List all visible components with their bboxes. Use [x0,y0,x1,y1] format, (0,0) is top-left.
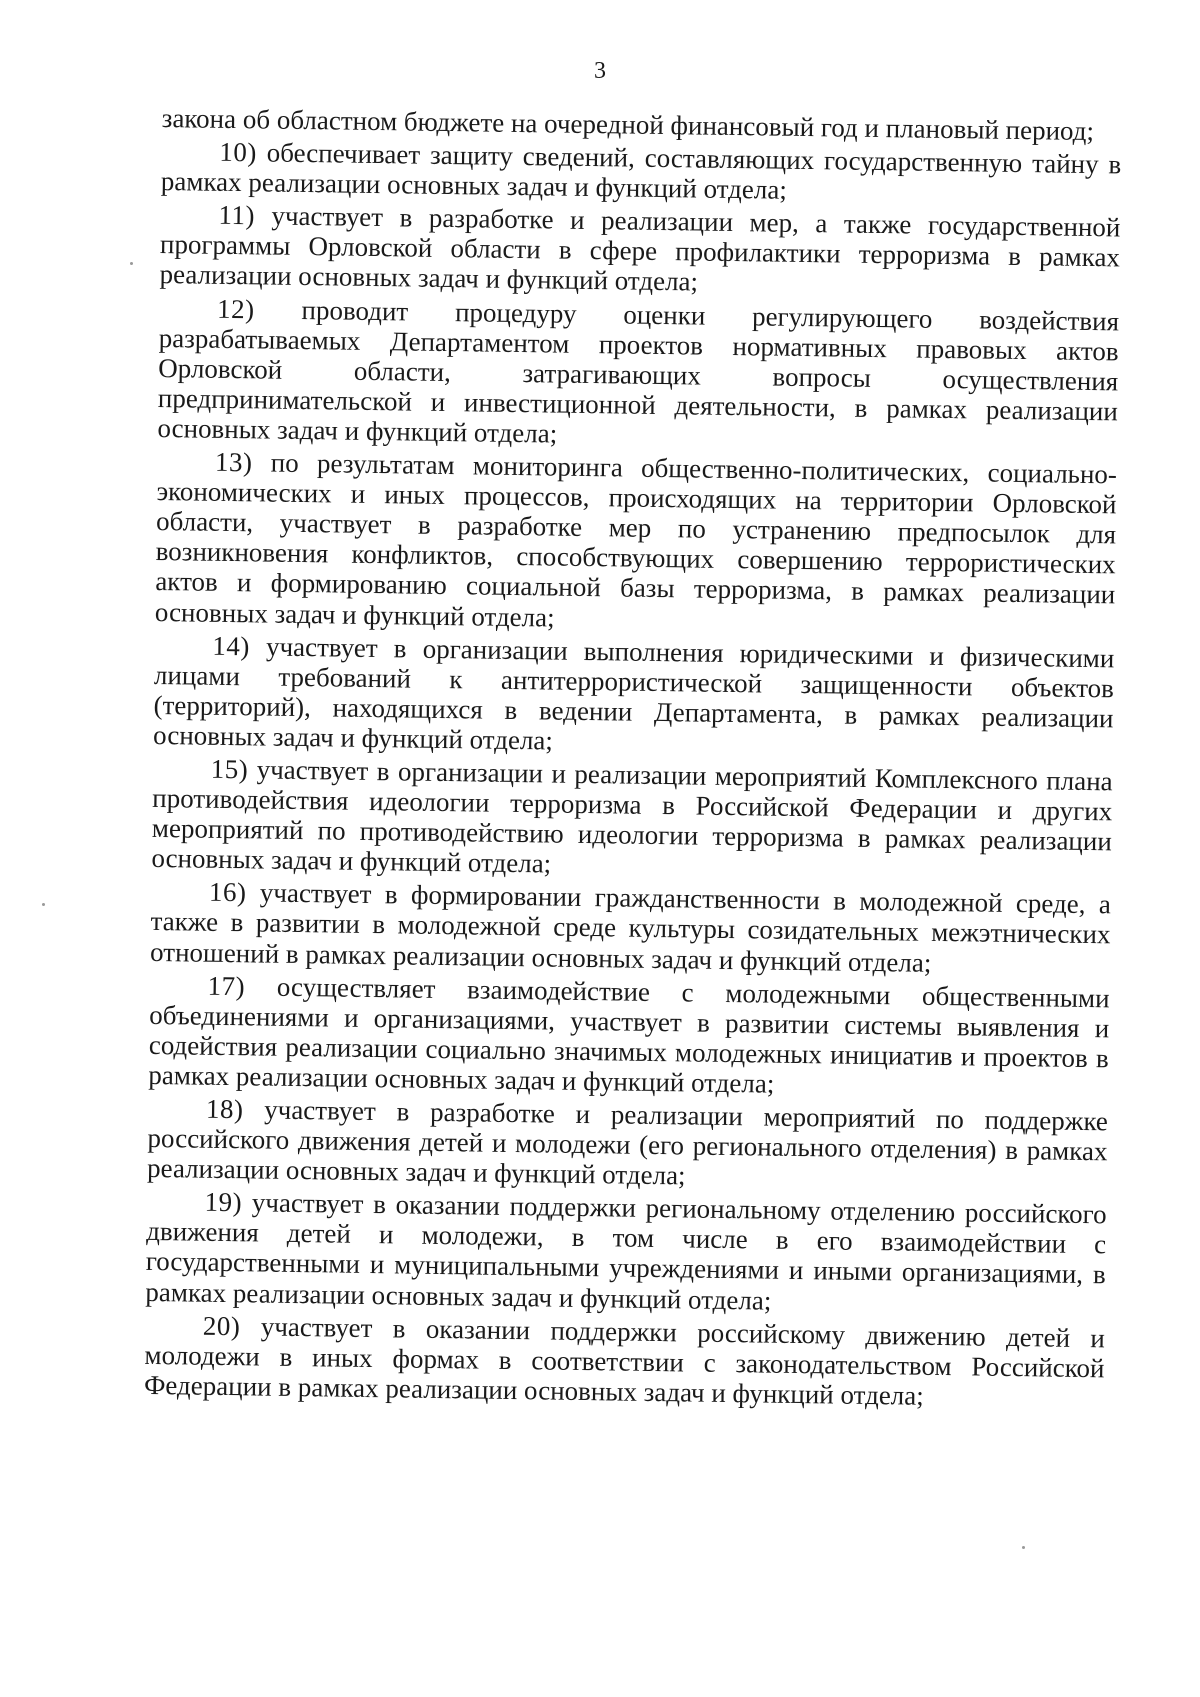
list-item-16 [150,876,1111,980]
item-number: 11) [218,200,256,231]
list-item-18 [147,1093,1108,1197]
item-text: участвует в организации выполнения юридическими и физическими лицами требований к антитеррористической защищенности объектов (территорий), находящихся в ведении Департамента, в рамках реализации основных задач и функций отдела; [152,631,1115,756]
item-number: 14) [212,630,251,661]
item-number: 17) [207,970,246,1001]
item-text: обеспечивает защиту сведений, составляющих государственную тайну в рамках реализации основных задач и функций отдела; [160,137,1122,205]
item-number: 16) [208,877,247,908]
list-item-12 [157,293,1119,457]
item-text: участвует в формировании гражданственности в молодежной среде, а также в развитии в молодежной среде культуры созидательных межэтнических отношений в рамках реализации основных задач и функций отдела; [149,877,1112,978]
item-number: 18) [205,1093,244,1125]
page-number: 3 [594,58,606,84]
item-number: 19) [204,1186,243,1218]
item-text: участвует в разработке и реализации мер, а также государственной программы Орловской области в сфере профилактики терроризма в рамках реализации основных задач и функций отдела; [159,200,1121,297]
item-text: участвует в оказании поддержки региональному отделению российского движения детей и молодежи, в том числе в его взаимодействии с государственными и муниципальными учреждениями и иными организациями, в рамках реализации основных задач и функций отдела; [145,1187,1107,1316]
scan-speck [1022,1546,1025,1549]
scan-speck [42,903,45,906]
item-number: 13) [214,446,253,478]
list-item-15 [151,753,1113,887]
item-text: участвует в организации и реализации мероприятий Комплексного плана противодействия идеологии терроризма в Российской Федерации и других мероприятий по противодействию идеологии терроризма в рамках реализации основных задач и функций отдела; [151,754,1113,879]
item-text: по результатам мониторинга общественно-политических, социально-экономических и иных процессов, происходящих на территории Орловской области, участвует в разработке мер по устранению предпосылок для возникновения конфликтов, способствующих совершению террористических актов и формированию социальной базы терроризма, в рамках реализации основных задач и функций отдела; [154,447,1118,633]
paragraph-text: закона об областном бюджете на очередной финансовый год и плановый период; [161,103,1095,147]
list-item-11 [159,199,1120,303]
item-text: участвует в разработке и реализации мероприятий по поддержке российского движения детей и молодежи (его регионального отделения) в рамках реализации основных задач и функций отдела; [146,1094,1109,1191]
item-number: 10) [219,136,258,168]
item-text: участвует в оказании поддержки российскому движению детей и молодежи в иных формах в соответствии с законодательством Российской Федерации в рамках реализации основных задач и функций отдела; [143,1311,1106,1411]
item-number: 12) [216,293,255,324]
scan-speck [130,262,133,265]
item-text: осуществляет взаимодействие с молодежными общественными объединениями и организациями, участвует в развитии системы выявления и содействия реализации социально значимых молодежных инициатив и проектов в рамках реализации основных задач и функций отдела; [148,971,1110,1099]
document-body [144,103,1122,1416]
list-item-13 [155,446,1117,640]
list-item-10 [161,136,1122,210]
item-text: проводит процедуру оценки регулирующего воздействия разрабатываемых Департаментом проектов нормативных правовых актов Орловской области, затрагивающих вопросы осуществления предпринимательской и инвестиционной деятельности, в рамках реализации основных задач и функций отдела; [157,294,1120,449]
item-number: 15) [210,753,249,785]
list-item-19 [145,1186,1107,1320]
list-item-14 [153,630,1115,764]
item-number: 20) [202,1310,241,1341]
list-item-20 [144,1310,1105,1414]
list-item-17 [148,970,1110,1104]
